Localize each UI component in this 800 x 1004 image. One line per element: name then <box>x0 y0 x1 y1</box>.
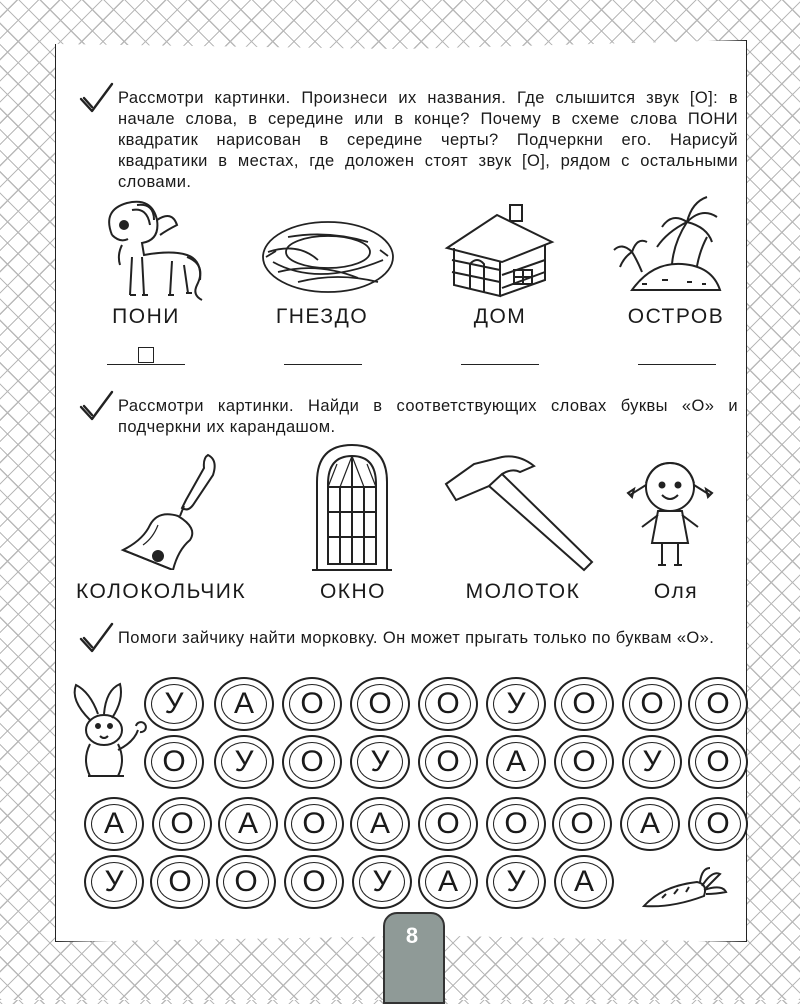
maze-cell[interactable]: У <box>486 855 546 909</box>
scheme-line-island[interactable] <box>638 364 716 365</box>
scheme-line-house[interactable] <box>461 364 539 365</box>
window-icon <box>312 442 392 572</box>
bell-icon <box>118 450 223 570</box>
maze-cell[interactable]: А <box>214 677 274 731</box>
pony-icon <box>92 195 207 305</box>
maze-cell[interactable]: О <box>418 735 478 789</box>
maze-cell[interactable]: О <box>216 855 276 909</box>
hammer-icon <box>444 452 594 572</box>
task-2-text: Рассмотри картинки. Найди в соответствующих словах буквы «О» и подчеркни их карандашом. <box>118 397 738 436</box>
maze-cell[interactable]: А <box>620 797 680 851</box>
girl-icon <box>622 455 718 570</box>
task-3 <box>78 628 738 649</box>
checkmark-icon <box>78 622 114 656</box>
maze-cell[interactable]: О <box>552 797 612 851</box>
maze-cell[interactable]: У <box>144 677 204 731</box>
maze-cell[interactable]: А <box>218 797 278 851</box>
word-pony: ПОНИ <box>112 305 180 328</box>
task-3-text: Помоги зайчику найти морковку. Он может прыгать только по буквам «О». <box>118 629 715 647</box>
nest-icon <box>258 212 398 302</box>
maze-cell[interactable]: О <box>486 797 546 851</box>
maze-cell[interactable]: О <box>418 797 478 851</box>
house-icon <box>442 200 557 300</box>
scheme-line-nest[interactable] <box>284 364 362 365</box>
checkmark-icon <box>78 390 114 424</box>
maze-cell[interactable]: О <box>554 677 614 731</box>
maze-cell[interactable]: О <box>688 677 748 731</box>
maze-cell[interactable]: О <box>152 797 212 851</box>
maze-cell[interactable]: А <box>84 797 144 851</box>
maze-cell[interactable]: У <box>214 735 274 789</box>
maze-cell[interactable]: О <box>282 677 342 731</box>
word-window: ОКНО <box>319 580 387 603</box>
maze-cell[interactable]: У <box>622 735 682 789</box>
checkmark-icon <box>78 82 114 116</box>
maze-cell[interactable]: О <box>284 797 344 851</box>
maze-cell[interactable]: А <box>554 855 614 909</box>
maze-cell[interactable]: О <box>284 855 344 909</box>
maze-cell[interactable]: О <box>554 735 614 789</box>
maze-cell[interactable]: У <box>486 677 546 731</box>
maze-cell[interactable]: О <box>622 677 682 731</box>
scheme-line-pony[interactable] <box>107 364 185 365</box>
island-icon <box>612 192 732 297</box>
maze-cell[interactable]: О <box>418 677 478 731</box>
maze-cell[interactable]: О <box>282 735 342 789</box>
word-bell: КОЛОКОЛЬЧИК <box>76 580 247 603</box>
maze-cell[interactable]: У <box>84 855 144 909</box>
bunny-icon <box>68 680 150 785</box>
word-nest: ГНЕЗДО <box>275 305 369 328</box>
word-island: ОСТРОВ <box>627 305 725 328</box>
task-1-text: Рассмотри картинки. Произнеси их названия. Где слышится звук [О]: в начале слова, в середине или в конце? Почему в схеме слова ПОНИ квадратик нарисован в середине черты? Подчеркни его. Нарисуй квадратики в местах, где доложен стоят звук [О], рядом с остальными словами. <box>118 89 738 191</box>
task-2 <box>78 396 738 438</box>
maze-cell[interactable]: О <box>150 855 210 909</box>
carrot-icon <box>642 866 728 914</box>
scheme-square-pony <box>138 347 154 363</box>
maze-cell[interactable]: О <box>688 735 748 789</box>
maze-cell[interactable]: У <box>350 735 410 789</box>
maze-cell[interactable]: А <box>350 797 410 851</box>
word-hammer: МОЛОТОК <box>465 580 581 603</box>
maze-cell[interactable]: А <box>486 735 546 789</box>
maze-cell[interactable]: О <box>688 797 748 851</box>
maze-cell[interactable]: А <box>418 855 478 909</box>
maze-cell[interactable]: У <box>352 855 412 909</box>
maze-cell[interactable]: О <box>350 677 410 731</box>
maze-cell[interactable]: О <box>144 735 204 789</box>
task-1 <box>78 88 738 193</box>
word-house: ДОМ <box>473 305 527 328</box>
page-number: 8 <box>405 923 419 948</box>
word-olya: Оля <box>653 580 699 603</box>
